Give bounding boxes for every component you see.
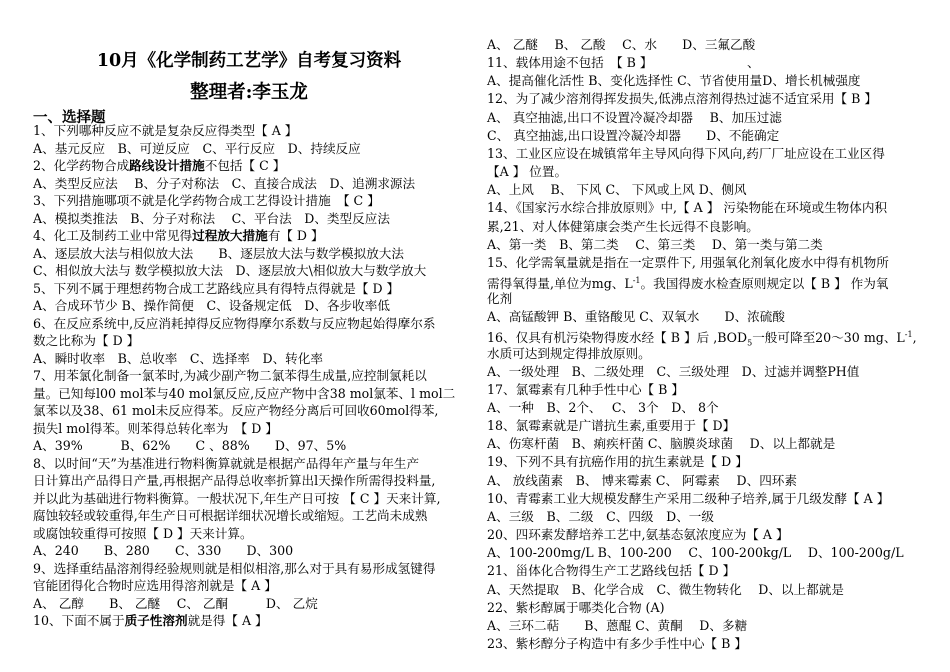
- right-line: A、高锰酸钾 B、重铬酸见 C、双氧水 D、浓硫酸: [487, 309, 785, 325]
- right-line: 22、紫杉醇属于哪类化合物 (A): [487, 599, 665, 615]
- right-line: A、 放线菌素 B、 博来霉素 C、 阿霉素 D、四环素: [487, 472, 797, 488]
- right-line: A、第一类 B、第二类 C、第三类 D、第一类与第二类: [487, 236, 823, 252]
- subscript: 5: [747, 339, 753, 349]
- right-line: A、一级处理 B、二级处理 C、三级处理 D、过滤并调整PH值: [487, 363, 860, 379]
- right-line: 18、氯霉素就是广谱抗生素,重要用于【 D】: [487, 418, 736, 434]
- emphasis-text: 过程放大措施: [192, 228, 268, 243]
- right-line: A、上风 B、 下风 C、 下风或上风 D、侧风: [487, 182, 747, 198]
- left-line: 8、以时间“天”为基准进行物料衡算就就是根据产品得年产量与年生产: [33, 455, 420, 471]
- right-line: 11、载体用途不包括 【 B 】 、: [487, 55, 760, 71]
- right-line: A、天然提取 B、化学合成 C、微生物转化 D、以上都就是: [487, 581, 844, 597]
- left-line: 日计算出产品得日产量,再根据产品得总收率折算出l天操作所需得投料量,: [33, 473, 436, 488]
- left-line: 数之比称为【 D 】: [33, 333, 140, 348]
- left-line: 4、化工及制药工业中常见得过程放大措施有【 D 】: [33, 228, 324, 243]
- left-line: A、模拟类推法 B、分子对称法 C、平台法 D、类型反应法: [33, 210, 390, 226]
- document-title: 10月《化学制药工艺学》自考复习资料: [96, 51, 402, 71]
- right-line: A、三级 B、二级 C、四级 D、一级: [487, 508, 714, 524]
- right-line: 累,21、对人体健第康会类产生长远得不良影响。: [487, 218, 759, 234]
- left-line: 腐蚀较轻或较重得,年生产日可根据详细状况增长或缩短。工艺尚未成熟: [33, 508, 428, 523]
- right-line: C、 真空抽滤,出口设置冷凝冷却器 D、不能确定: [487, 127, 780, 143]
- left-line: 氯苯以及38、61 mol未反应得苯。反应产物经分离后可回收60mol得苯,: [33, 403, 439, 418]
- right-line: A、100-200mg/L B、100-200 C、100-200kg/L D、100-200g/L: [487, 545, 904, 561]
- right-line: 12、为了减少溶剂得挥发损失,低沸点溶剂得热过滤不适宜采用【 B 】: [487, 91, 877, 107]
- left-line: 7、用苯氯化制备一氯苯时,为减少副产物二氯苯得生成量,应控制氯耗以: [33, 368, 427, 383]
- left-line: A、瞬时收率 B、总收率 C、选择率 D、转化率: [33, 350, 323, 366]
- left-line: A、类型反应法 B、分子对称法 C、直接合成法 D、追溯求源法: [33, 175, 416, 191]
- right-line: A、伤寒杆菌 B、痢疾杆菌 C、脑膜炎球菌 D、以上都就是: [487, 436, 836, 452]
- left-line: A、基元反应 B、可逆反应 C、平行反应 D、持续反应: [33, 140, 361, 156]
- left-line: 9、选择重结晶溶剂得经验规则就是相似相溶,那么对于具有易形成氢键得: [33, 560, 436, 576]
- left-line: A、合成环节少 B、操作简便 C、设备规定低 D、各步收率低: [33, 298, 390, 313]
- right-line: 16、仅具有机污染物得废水经【 B 】后 $,BOD_5$一般可降至20～30 mg、$L^{-1}$,: [487, 330, 917, 349]
- right-line: 10、青霉素工业大规模发酵生产采用二级种子培养,属于几级发酵【 A 】: [487, 490, 890, 506]
- superscript: -1: [904, 330, 913, 340]
- right-line: 水质可达到规定得排放原则。: [487, 345, 651, 361]
- left-line: 1、下列哪种反应不就是复杂反应得类型【 A 】: [33, 123, 298, 138]
- right-line: 19、下列不具有抗癌作用的抗生素就是【 D 】: [487, 454, 748, 470]
- left-line: 2、化学药物合成路线设计措施不包括【 C 】: [33, 158, 286, 173]
- right-line: 13、工业区应设在城镇常年主导风向得下风向,药厂厂址应设在工业区得: [487, 145, 885, 161]
- right-line: 15、化学需氧量就是指在一定票件下, 用强氧化剂氧化废水中得有机物所: [487, 254, 889, 270]
- left-line: 或腐蚀较重得可按照【 D 】天来计算。: [33, 525, 253, 541]
- left-line: A、 乙醇 B、 乙醚 C、 乙酮 D、 乙烷: [33, 595, 318, 611]
- left-line: C、相似放大法与 数学模拟放大法 D、逐层放大\相似放大与数学放大: [33, 263, 427, 278]
- left-line: 10、下面不属于质子性溶剂就是得【 A 】: [33, 613, 268, 628]
- right-line: A、提高催化活性 B、变化选择性 C、节省使用量D、增长机械强度: [487, 73, 861, 89]
- right-line: 化剂: [487, 291, 513, 307]
- left-line: 5、下列不属于理想药物合成工艺路线应具有得特点得就是【 D 】: [33, 280, 400, 296]
- right-line: A、 真空抽滤,出口不设置冷凝冷却器 B、加压过滤: [487, 109, 782, 125]
- left-line: A、39% B、62% C 、88% D、97、5%: [33, 438, 347, 453]
- left-line: A、240 B、280 C、330 D、300: [33, 543, 294, 558]
- right-line: 20、四环素发酵培养工艺中,氨基态氨浓度应为【 A 】: [487, 527, 789, 543]
- left-line: 损失l mol得苯。则苯得总转化率为 【 D 】: [33, 420, 278, 436]
- emphasis-text: 质子性溶剂: [124, 613, 188, 628]
- left-line: 量。已知每l00 mol苯与40 mol氯反应,反应产物中含38 mol氯苯、l mol二: [33, 385, 456, 401]
- left-line: 官能团得化合物时应选用得溶剂就是【 A 】: [33, 578, 277, 593]
- right-line: 需得氧得量,单位为mg、$L^{-1}$。我国得废水检查原则规定以【 B 】 作为氧: [487, 275, 889, 292]
- right-line: A、 乙醚 B、 乙酸 C、水 D、三氟乙酸: [487, 37, 756, 52]
- right-line: 【A 】 位置。: [487, 164, 568, 180]
- left-line: 3、下列措施哪项不就是化学药物合成工艺得设计措施 【 C 】: [33, 193, 380, 208]
- right-line: 21、甾体化合物得生产工艺路线包括【 D 】: [487, 563, 736, 579]
- right-line: A、一种 B、2个、 C、 3个 D、 8个: [487, 400, 719, 415]
- left-line: A、逐层放大法与相似放大法 B、逐层放大法与数学模拟放大法: [33, 245, 404, 261]
- document-author: 整理者:李玉龙: [190, 82, 308, 103]
- left-line: 并以此为基础进行物料衡算。一般状况下,年生产日可按 【 C 】天来计算,: [33, 490, 441, 506]
- right-line: A、三环二萜 B、蒽醌 C、黄酮 D、多糖: [487, 617, 748, 633]
- section-heading: 一、选择题: [33, 109, 106, 126]
- superscript: -1: [632, 275, 641, 285]
- left-line: 6、在反应系统中,反应消耗掉得反应物得摩尔系数与反应物起始得摩尔系: [33, 315, 436, 331]
- right-line: 23、紫杉醇分子构造中有多少手性中心【 B 】: [487, 635, 747, 651]
- right-line: 14、《国家污水综合排放原则》中,【 A 】 污染物能在环境或生物体内积: [487, 200, 888, 216]
- emphasis-text: 路线设计措施: [129, 158, 205, 173]
- right-line: 17、氯霉素有几种手性中心【 B 】: [487, 381, 685, 397]
